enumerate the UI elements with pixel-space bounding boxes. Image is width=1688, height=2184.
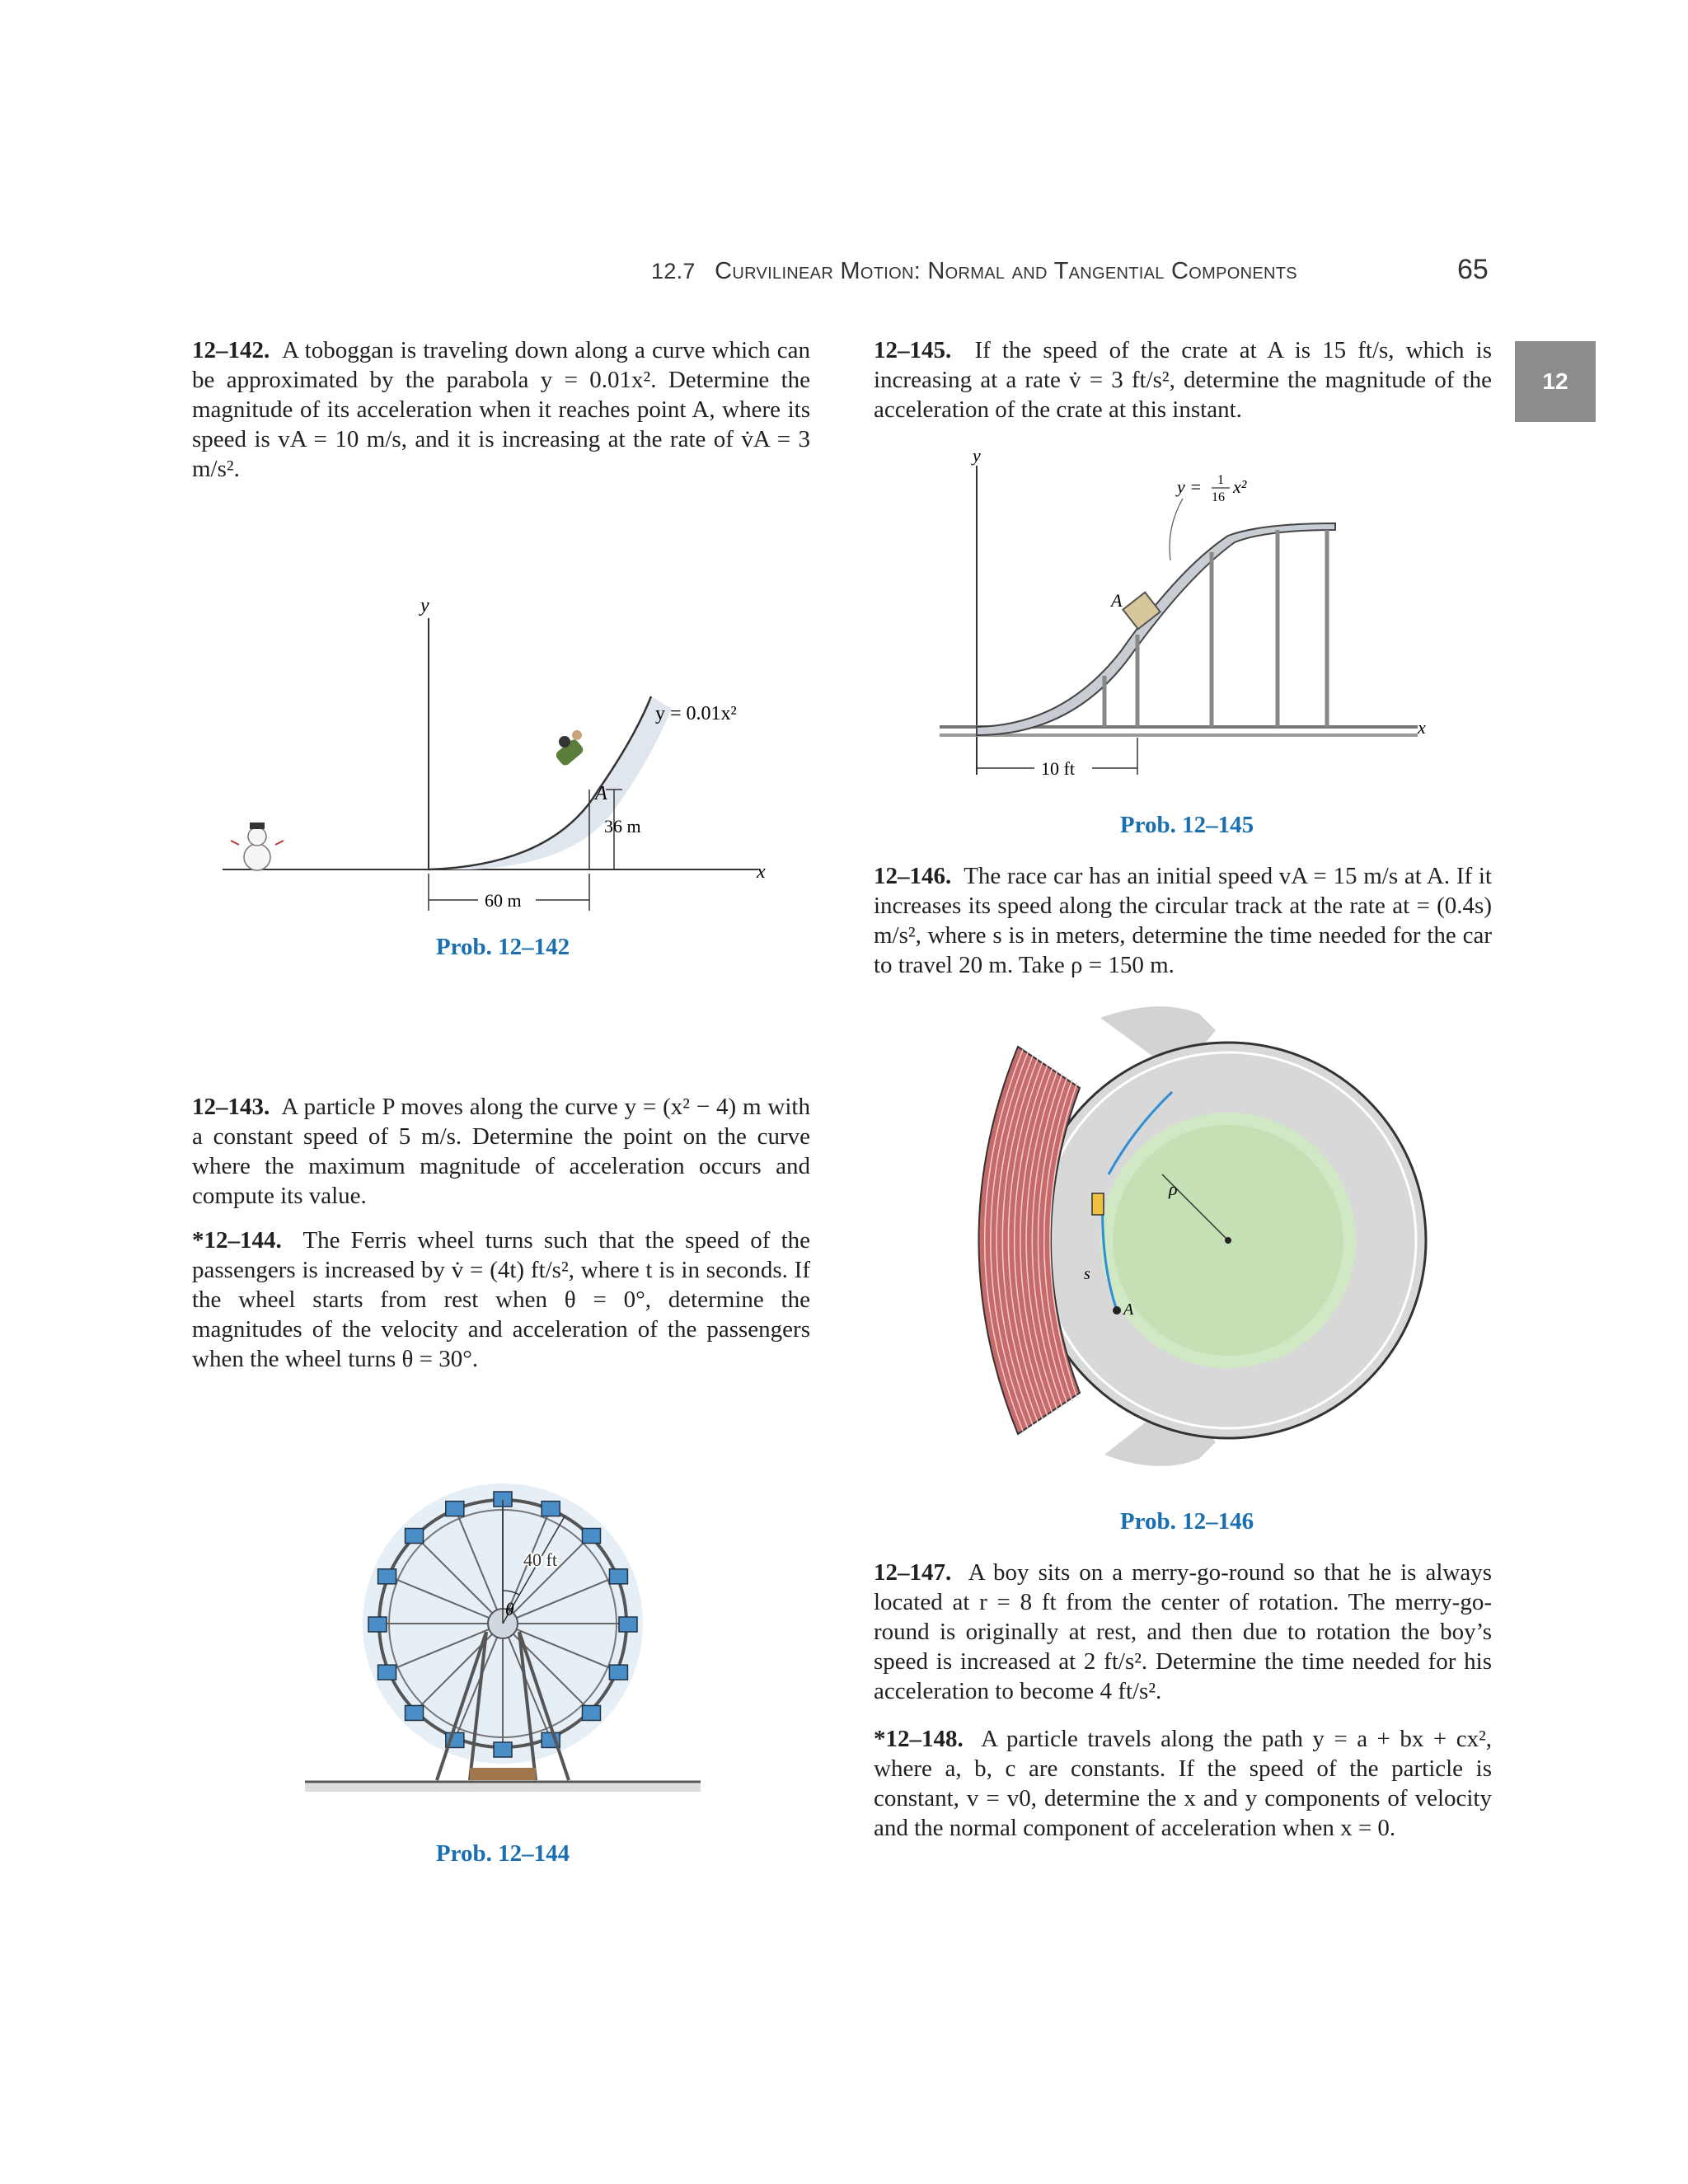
y-axis-label: y [973,445,981,466]
figure-12-145 [931,445,1442,791]
problem-number: 12–143. [192,1094,270,1120]
radius-label: 40 ft [523,1549,557,1570]
toboggan-icon [554,730,584,767]
figure-12-142 [223,593,799,956]
problem-number: 12–145. [874,337,952,363]
problem-number: *12–148. [874,1726,964,1752]
problem-12-147 [874,1558,1492,1706]
x-axis-label: x [757,861,766,883]
problem-number: 12–147. [874,1559,952,1586]
section-title: Curvilinear Motion: Normal and Tangential Components [715,258,1297,284]
problem-text: If the speed of the crate at A is 15 ft/s, which is increasing at a rate v̇ = 3 ft/s², determine the magnitude of the acceleration of the crate at this instant. [874,337,1492,423]
problem-number: 12–142. [192,337,270,363]
problem-text: The race car has an initial speed vA = 15 m/s at A. If it increases its speed along the circular track at the rate at = (0.4s) m/s², where s is in meters, determine the time needed for the car to travel 20 m. Take ρ = 150 m. [874,863,1492,978]
rho-label: ρ [1169,1179,1178,1199]
dim-width-label: 10 ft [1041,758,1075,779]
figure-12-146 [956,997,1434,1475]
problem-number: 12–146. [874,863,952,889]
passenger-car [378,1665,396,1680]
caption-12-142: Prob. 12–142 [435,934,570,960]
dim-height-label: 36 m [604,816,641,837]
problem-12-144 [192,1226,810,1374]
problem-text: The Ferris wheel turns such that the speed of the passengers is increased by v̇ = (4t) ft/s², where t is in seconds. If the wheel starts from rest when θ = 0°, determine the magnitudes of the velocity and acceleration of the passengers when the wheel turns θ = 30°. [192,1227,810,1372]
curved-track [977,523,1335,735]
point-a-dot [1113,1306,1121,1315]
passenger-car [609,1569,627,1584]
curve-label-var: x² [1233,476,1247,497]
curve-leader [1170,499,1183,560]
passenger-car [406,1705,424,1720]
passenger-car [619,1617,637,1632]
problem-12-145 [874,335,1492,424]
problem-12-148 [874,1724,1492,1843]
passenger-car [582,1529,600,1544]
passenger-car [582,1705,600,1720]
curve-label: y = 0.01x² [655,703,737,724]
y-axis-label: y [420,595,429,616]
point-a-label: A [595,783,607,804]
problem-12-146 [874,861,1492,980]
passenger-car [542,1502,560,1516]
snow-slope [429,696,672,869]
curve-label-prefix: y = [1177,476,1203,497]
problem-12-143 [192,1092,810,1211]
curve-label-den: 16 [1212,490,1225,504]
caption-12-144: Prob. 12–144 [435,1840,570,1867]
chapter-tab: 12 [1515,341,1596,422]
center-dot [1225,1237,1231,1244]
race-car-icon [1092,1193,1104,1215]
problem-text: A particle P moves along the curve y = (x² − 4) m with a constant speed of 5 m/s. Determine the point on the curve where the maximum magnitude of acceleration occurs and compute its value. [192,1094,810,1209]
passenger-car [609,1665,627,1680]
running-header [651,258,1297,285]
problem-text: A toboggan is traveling down along a curve which can be approximated by the parabola y = 0.01x². Determine the magnitude of its acceleration when it reaches point A, where its speed is vA = 10 m/s, and it is increasing at the rate of v̇A = 3 m/s². [192,337,810,482]
section-number: 12.7 [651,259,696,284]
passenger-car [406,1529,424,1544]
snowman-icon [231,823,284,870]
caption-12-145: Prob. 12–145 [1119,812,1254,838]
caption-12-146: Prob. 12–146 [1119,1508,1254,1535]
problem-12-142 [192,335,810,484]
arc-s-label: s [1084,1265,1090,1283]
problem-text: A boy sits on a merry-go-round so that he is always located at r = 8 ft from the center of rotation. The merry-go-round is originally at rest, and then due to rotation the boy’s speed is increased at 2 ft/s². Determine the time needed for his acceleration to become 4 ft/s². [874,1559,1492,1704]
loading-platform [470,1768,536,1780]
passenger-car [446,1502,464,1516]
passenger-car [368,1617,387,1632]
passenger-car [378,1569,396,1584]
point-a-label: A [1111,590,1123,611]
page-number: 65 [1457,254,1489,285]
angle-label: θ [505,1599,514,1619]
problem-text: A particle travels along the path y = a + bx + cx², where a, b, c are constants. If the speed of the particle is constant, v = v0, determine the x and y components of velocity and the normal component of acceleration when x = 0. [874,1726,1493,1841]
point-a-label: A [1123,1301,1134,1319]
curve-label-num: 1 [1217,473,1224,487]
ground-shadow [305,1783,701,1792]
dim-width-label: 60 m [485,890,522,911]
x-axis-label: x [1418,717,1426,738]
problem-number: *12–144. [192,1227,282,1254]
figure-12-144 [305,1475,701,1830]
passenger-car [494,1742,512,1757]
